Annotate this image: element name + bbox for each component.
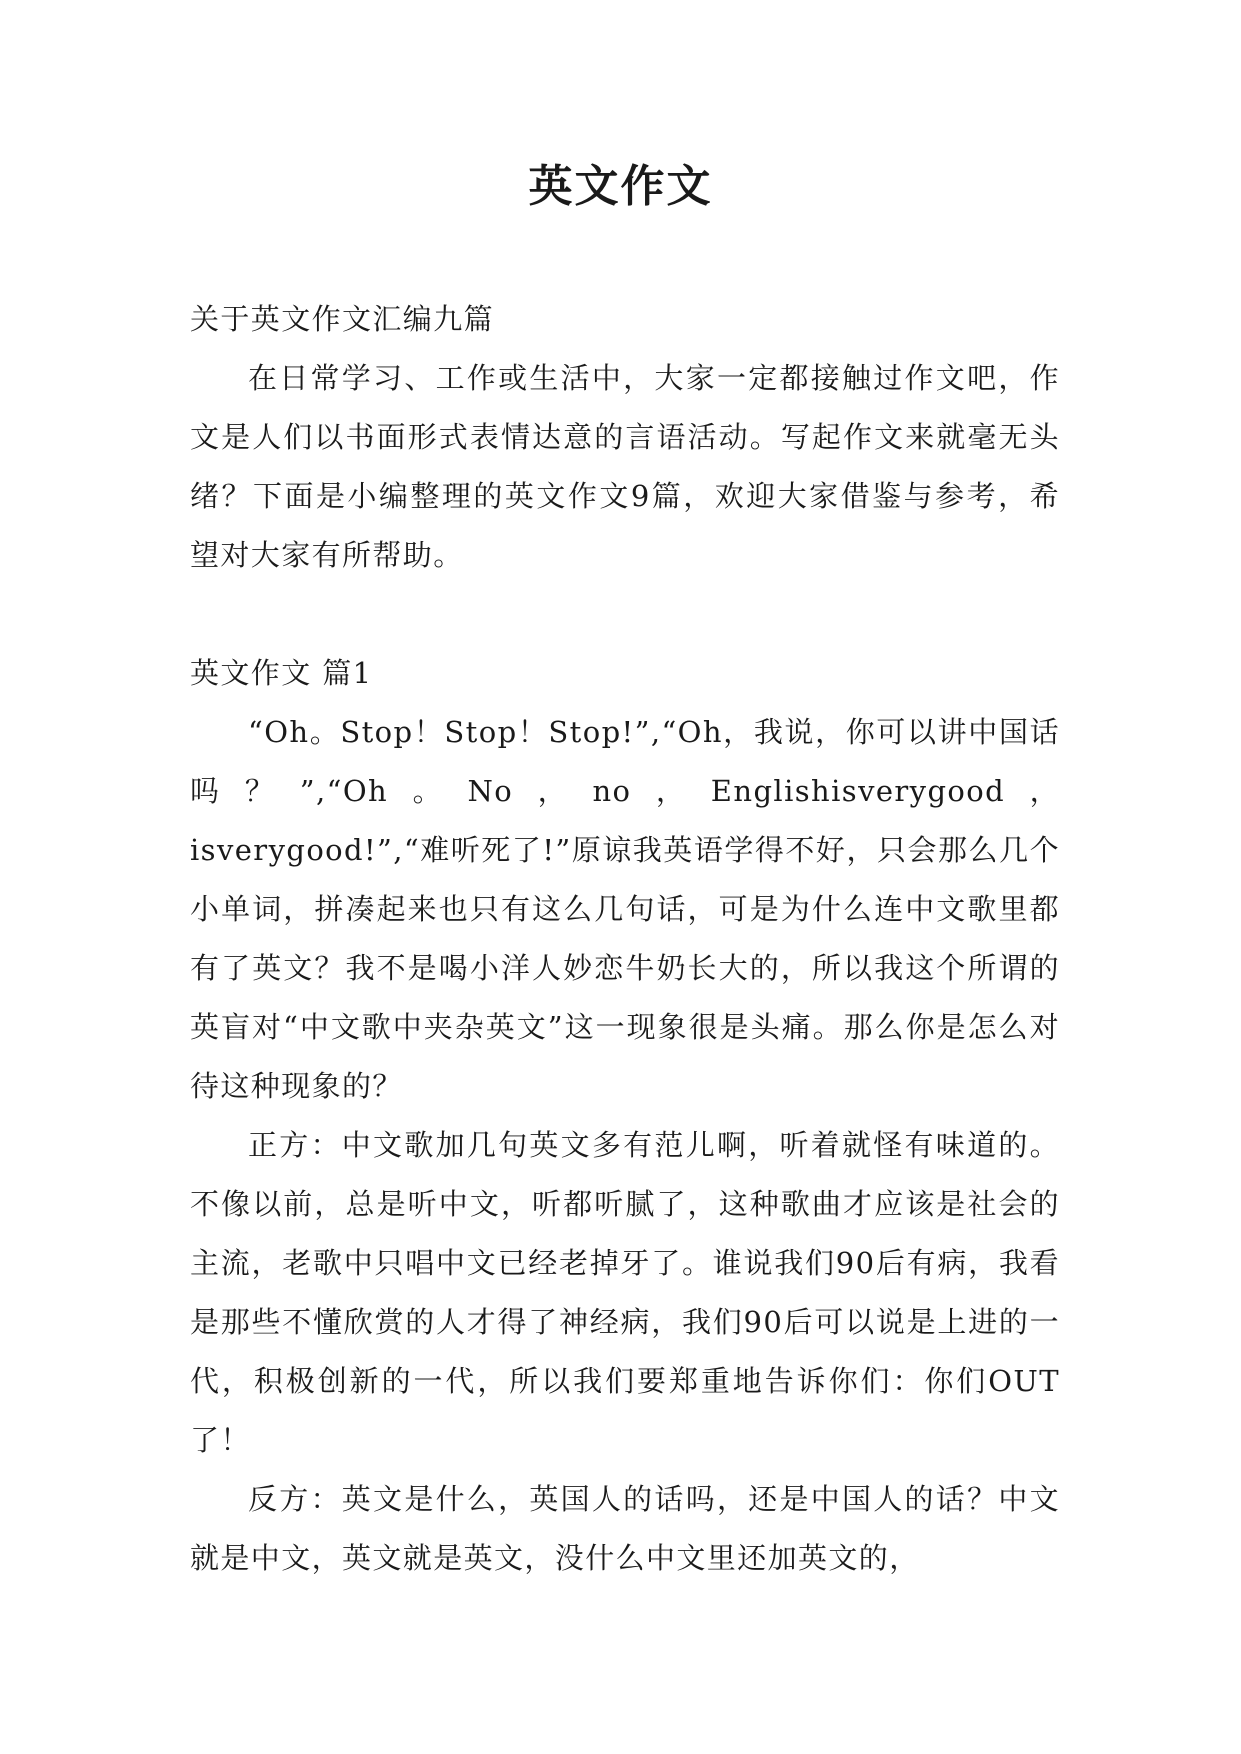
body-paragraph: 正方：中文歌加几句英文多有范儿啊，听着就怪有味道的。不像以前，总是听中文，听都听腻了，这种歌曲才应该是社会的主流，老歌中只唱中文已经老掉牙了。谁说我们90后有病，我看是那些不懂欣赏的人才得了神经病，我们90后可以说是上进的一代，积极创新的一代，所以我们要郑重地告诉你们：你们OUT了！ — [190, 1128, 1060, 1457]
intro-paragraph: 在日常学习、工作或生活中，大家一定都接触过作文吧，作文是人们以书面形式表情达意的言语活动。写起作文来就毫无头绪？下面是小编整理的英文作文9篇，欢迎大家借鉴与参考，希望对大家有所帮助。 — [190, 361, 1060, 572]
section-heading: 英文作文 篇1 — [190, 656, 373, 690]
document-title: 英文作文 — [528, 161, 713, 212]
body-paragraph: 反方：英文是什么，英国人的话吗，还是中国人的话？中文就是中文，英文就是英文，没什么中文里还加英文的， — [190, 1482, 1060, 1575]
document-subtitle: 关于英文作文汇编九篇 — [190, 302, 495, 336]
body-paragraph: “Oh。Stop！Stop！Stop!”,“Oh，我说，你可以讲中国话吗？”,“Oh。No，no，Englishisverygood，isverygood!”,“难听死了!”原谅我英语学得不好，只会那么几个小单词，拼凑起来也只有这么几句话，可是为什么连中文歌里都有了英文？我不是喝小洋人妙恋牛奶长大的，所以我这个所谓的英盲对“中文歌中夹杂英文”这一现象很是头痛。那么你是怎么对待这种现象的？ — [190, 715, 1060, 1103]
document-body — [190, 290, 1060, 1588]
